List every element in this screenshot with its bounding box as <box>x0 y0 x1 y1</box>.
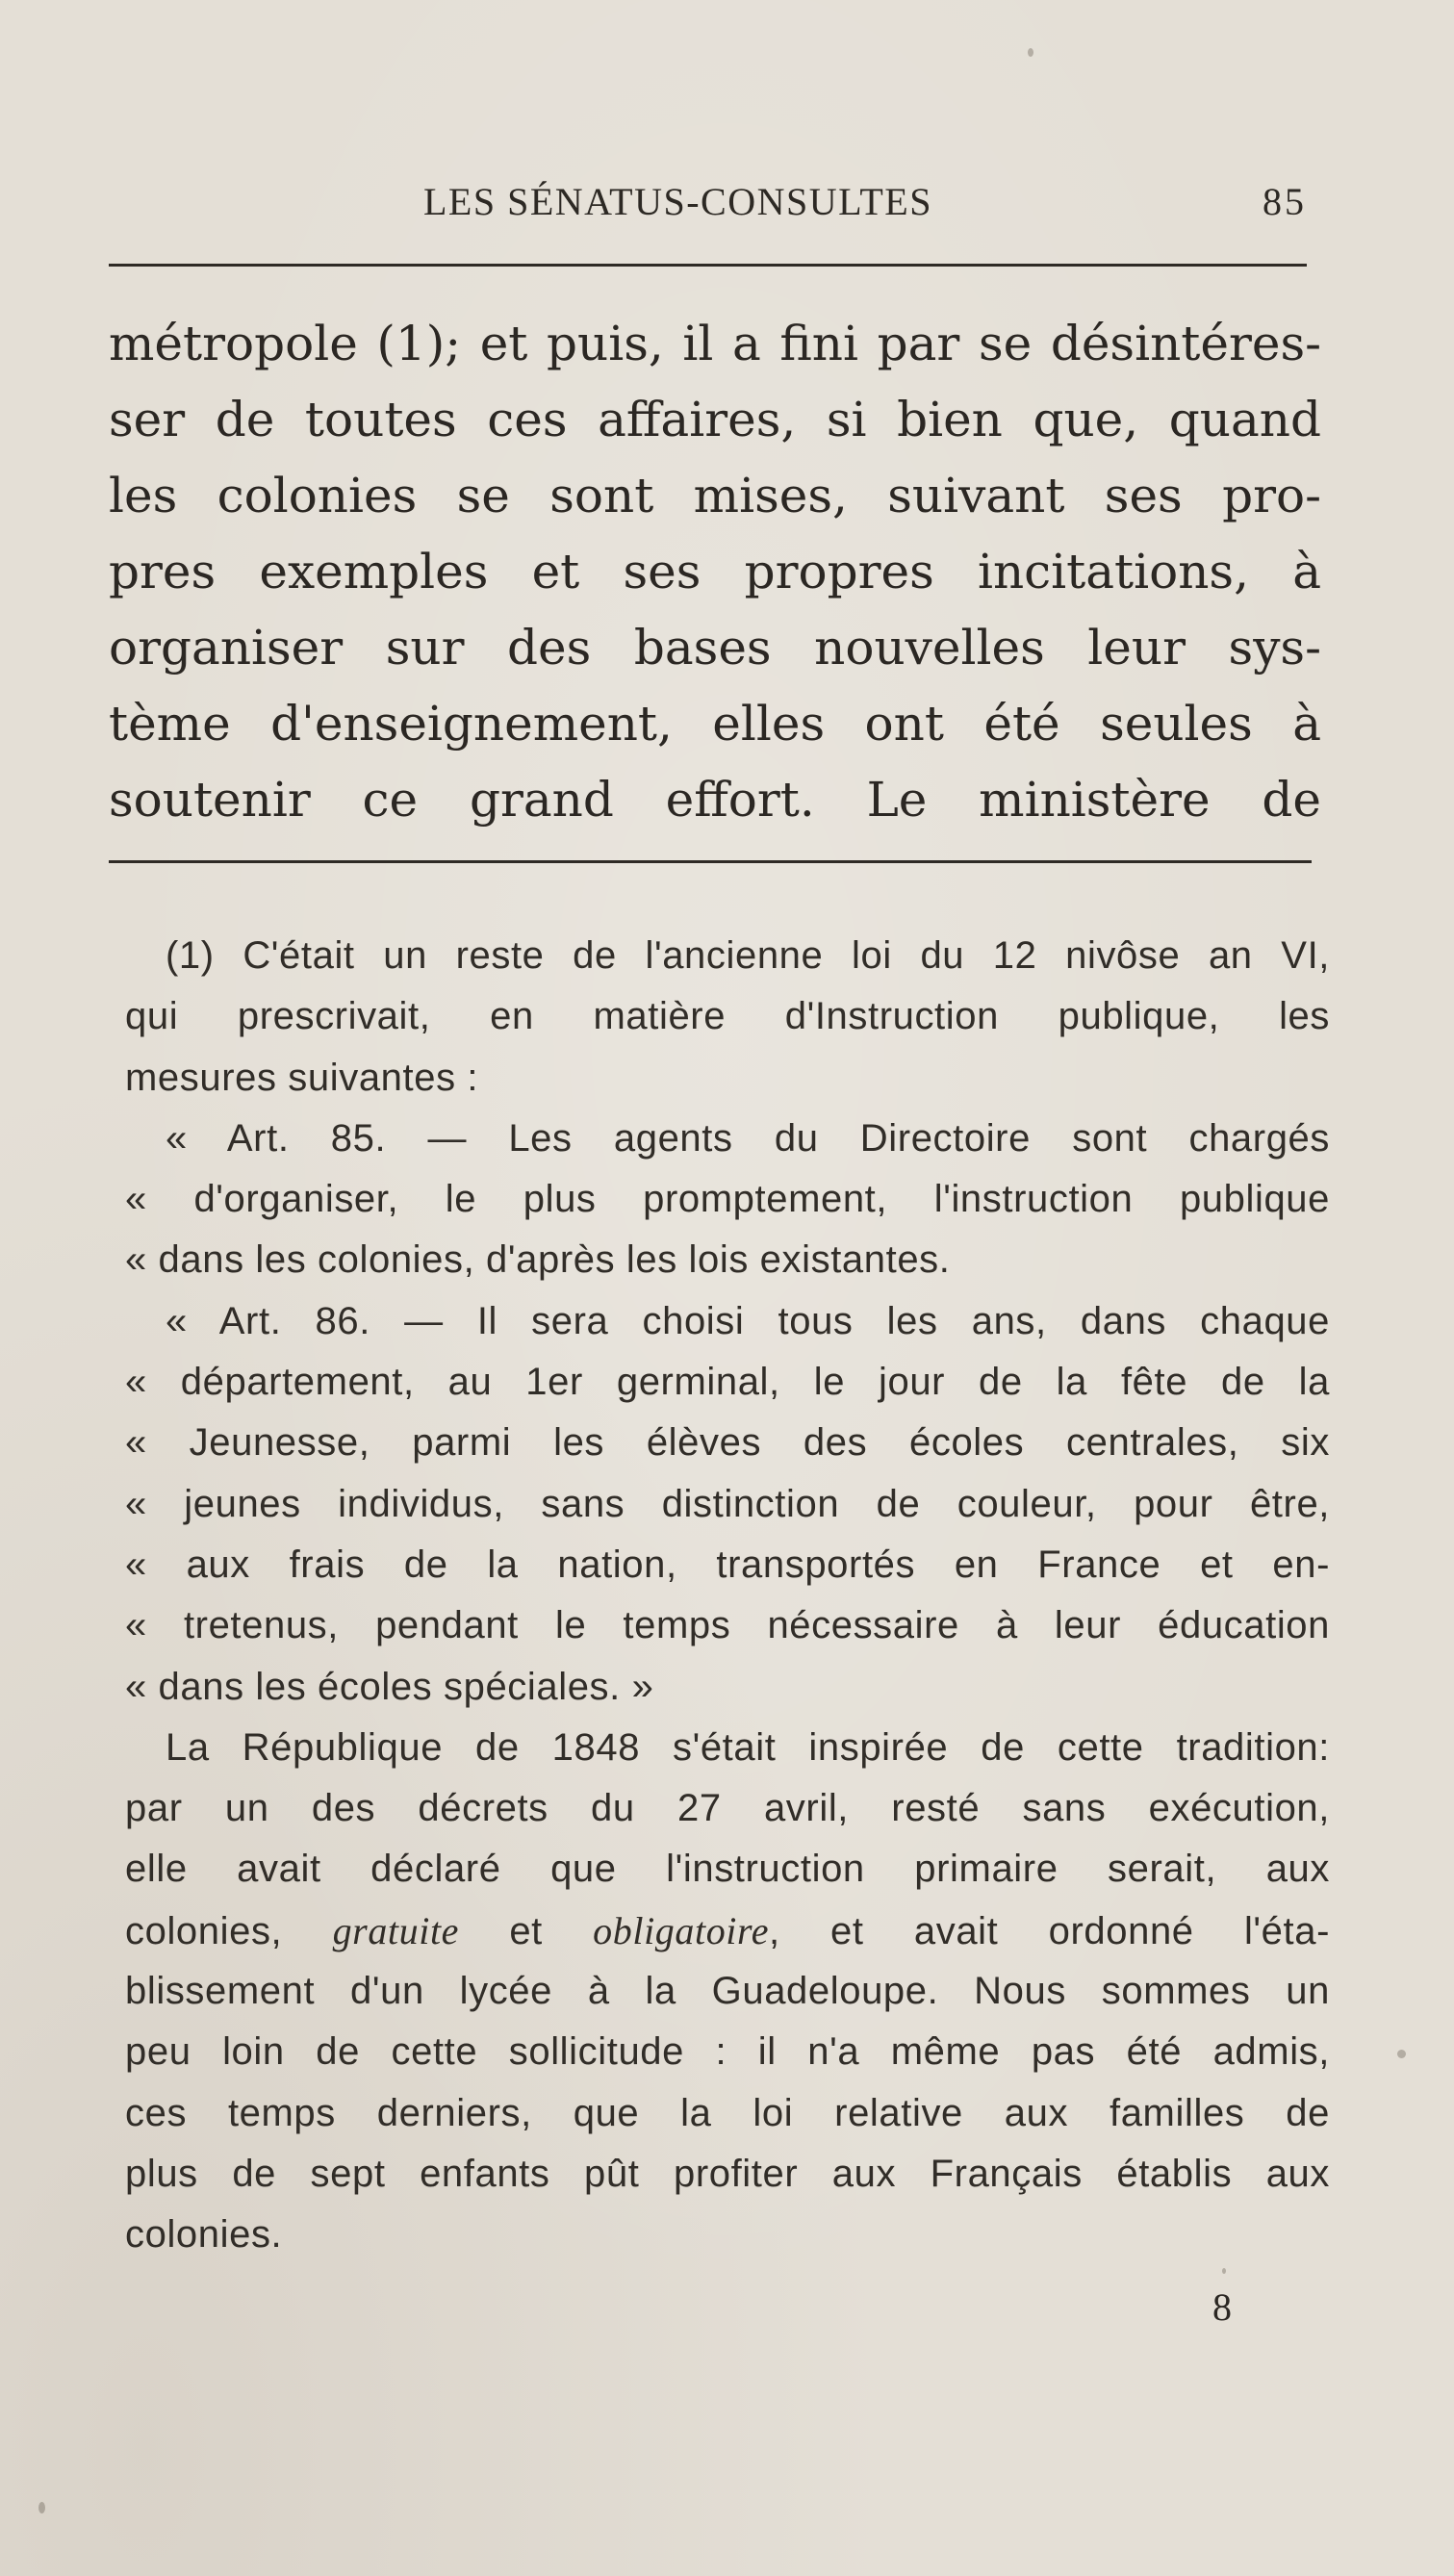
running-head <box>0 179 1454 227</box>
footnote-line: La République de 1848 s'était inspirée de cette tradition: <box>166 1725 1330 1769</box>
footnote-line: plus de sept enfants pût profiter aux Français établis aux <box>125 2152 1330 2195</box>
emphasis-gratuite: gratuite <box>332 1908 460 1952</box>
paper-speck <box>1222 2268 1226 2274</box>
footnote-text: et <box>459 1909 594 1952</box>
footnote-line: (1) C'était un reste de l'ancienne loi du 12 nivôse an VI, <box>166 934 1330 977</box>
paper-speck <box>1397 2050 1406 2058</box>
footnote-line: « Art. 85. — Les agents du Directoire sont chargés <box>166 1116 1330 1160</box>
footnote-line: « d'organiser, le plus promptement, l'instruction publique <box>125 1178 1330 1221</box>
footnote-line: « jeunes individus, sans distinction de couleur, pour être, <box>125 1482 1330 1525</box>
footnote-line: colonies. <box>125 2213 283 2257</box>
text-line: métropole (1); et puis, il a fini par se désintéres- <box>109 316 1321 371</box>
footnote-line: mesures suivantes : <box>125 1056 479 1099</box>
paper-speck <box>38 2502 45 2513</box>
signature-mark: 8 <box>1212 2285 1232 2329</box>
footnote-line: « Art. 86. — Il sera choisi tous les ans, dans chaque <box>166 1299 1330 1342</box>
footnote-line: par un des décrets du 27 avril, resté sans exécution, <box>125 1787 1330 1830</box>
header-rule <box>109 264 1307 267</box>
footnote-line: « Jeunesse, parmi les élèves des écoles centrales, six <box>125 1421 1330 1465</box>
footnote-line: « dans les écoles spéciales. » <box>125 1665 654 1708</box>
footnote-rule <box>109 860 1312 863</box>
text-line: tème d'enseignement, elles ont été seules à <box>109 696 1321 752</box>
footnote <box>125 926 1330 2266</box>
running-title: LES SÉNATUS-CONSULTES <box>423 180 932 223</box>
footnote-line: blissement d'un lycée à la Guadeloupe. Nous sommes un <box>125 1970 1330 2013</box>
footnote-line: « département, au 1er germinal, le jour de la fête de la <box>125 1361 1330 1404</box>
footnote-text: , et avait ordonné l'éta- <box>769 1909 1330 1952</box>
text-line: soutenir ce grand effort. Le ministère de <box>109 772 1321 828</box>
text-line: pres exemples et ses propres incitations, à <box>109 544 1321 599</box>
paper-speck <box>1028 48 1033 57</box>
footnote-line: qui prescrivait, en matière d'Instruction publique, les <box>125 995 1330 1038</box>
emphasis-obligatoire: obligatoire <box>593 1908 770 1952</box>
footnote-line: « aux frais de la nation, transportés en France et en- <box>125 1543 1330 1586</box>
text-line: ser de toutes ces affaires, si bien que, quand <box>109 392 1321 447</box>
page-number: 85 <box>1263 180 1307 223</box>
main-text <box>109 306 1321 838</box>
footnote-line: elle avait déclaré que l'instruction primaire serait, aux <box>125 1848 1330 1891</box>
text-line: organiser sur des bases nouvelles leur sys- <box>109 620 1321 676</box>
footnote-line: ces temps derniers, que la loi relative aux familles de <box>125 2091 1330 2134</box>
text-line: les colonies se sont mises, suivant ses pro- <box>109 468 1321 523</box>
footnote-line <box>125 1900 1330 1961</box>
footnote-text: colonies, <box>125 1909 333 1952</box>
footnote-line: peu loin de cette sollicitude : il n'a même pas été admis, <box>125 2030 1330 2074</box>
footnote-line: « dans les colonies, d'après les lois existantes. <box>125 1238 951 1282</box>
footnote-line: « tretenus, pendant le temps nécessaire à leur éducation <box>125 1604 1330 1647</box>
